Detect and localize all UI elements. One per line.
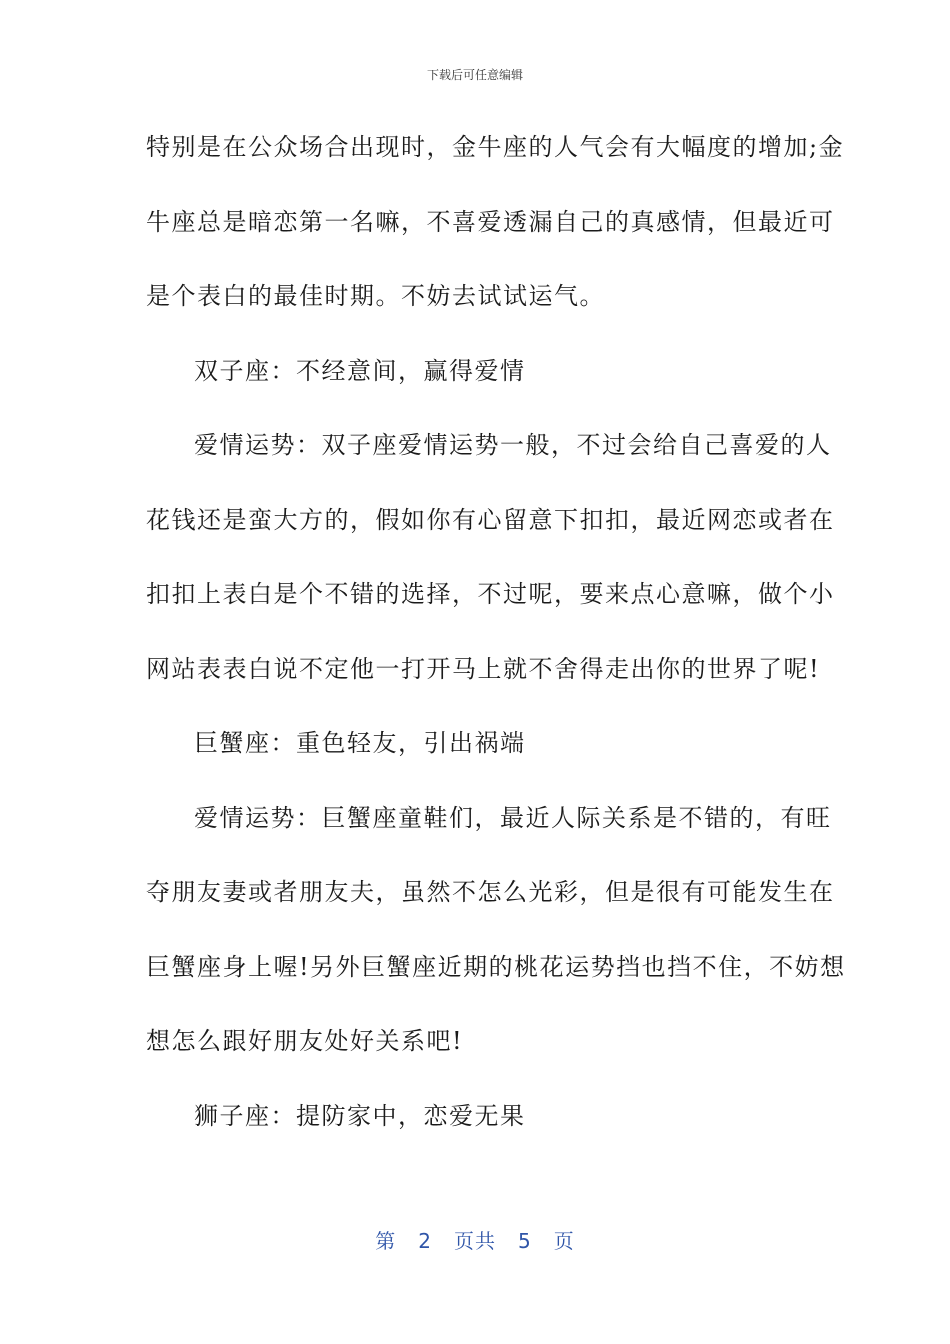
paragraph-line: 想怎么跟好朋友处好关系吧! [146,1027,464,1055]
paragraph-line: 夺朋友妻或者朋友夫，虽然不怎么光彩，但是很有可能发生在 [146,878,835,906]
paragraph-line: 特别是在公众场合出现时，金牛座的人气会有大幅度的增加;金 [146,133,845,161]
page-prefix: 第 [375,1229,397,1253]
page-total: 5 [518,1229,532,1253]
page-header-note: 下载后可任意编辑 [426,68,523,82]
paragraph-line: 扣扣上表白是个不错的选择，不过呢，要来点心意嘛，做个小 [146,580,835,608]
paragraph-line: 爱情运势：巨蟹座童鞋们，最近人际关系是不错的，有旺 [194,803,832,832]
paragraph-line: 爱情运势：双子座爱情运势一般，不过会给自己喜爱的人 [194,431,832,459]
page-suffix: 页 [553,1229,575,1253]
paragraph-line: 是个表白的最佳时期。不妨去试试运气。 [146,282,605,310]
page-number-footer [0,1225,950,1254]
document-body [146,127,846,1170]
section-heading-leo: 狮子座：提防家中，恋爱无果 [194,1101,526,1130]
page-mid: 页共 [454,1229,496,1253]
paragraph-line: 网站表表白说不定他一打开马上就不舍得走出你的世界了呢! [146,654,821,683]
paragraph-line: 花钱还是蛮大方的，假如你有心留意下扣扣，最近网恋或者在 [146,505,835,534]
paragraph-line: 巨蟹座身上喔!另外巨蟹座近期的桃花运势挡也挡不住，不妨想 [146,952,846,981]
page-current: 2 [418,1229,432,1253]
paragraph-line: 牛座总是暗恋第一名嘛，不喜爱透漏自己的真感情，但最近可 [146,207,835,236]
section-heading-gemini: 双子座：不经意间，赢得爱情 [194,356,526,385]
section-heading-cancer: 巨蟹座：重色轻友，引出祸端 [194,729,526,757]
